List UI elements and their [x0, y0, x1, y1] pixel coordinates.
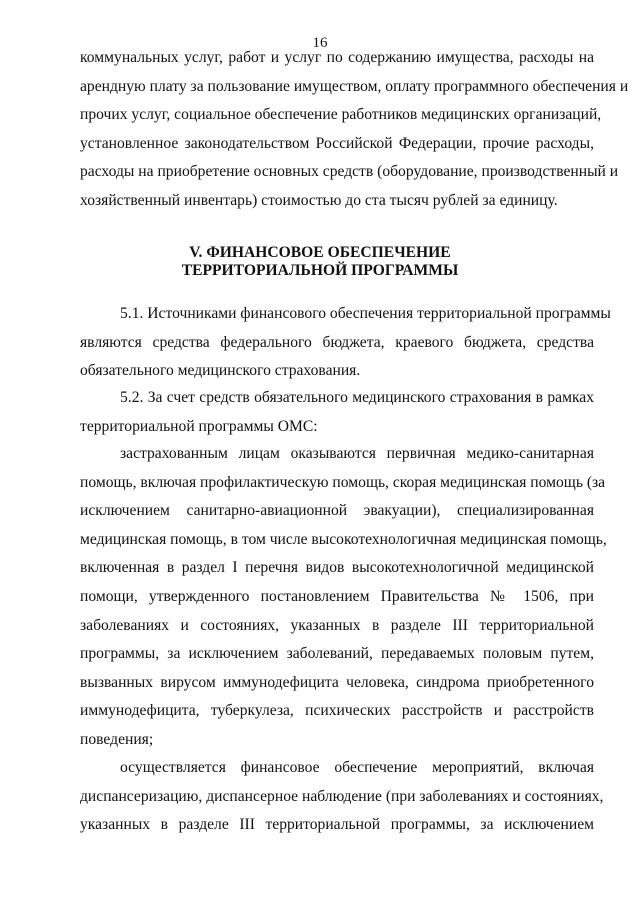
text-line: расходы на приобретение основных средств (оборудование, производственный и: [80, 163, 619, 181]
text-line: коммунальных услуг, работ и услуг по содержанию имущества, расходы на: [80, 49, 594, 66]
text-line: установленное законодательством Российской Федерации, прочие расходы,: [80, 134, 594, 152]
paragraph-insured-persons: [80, 440, 607, 755]
text-line: поведения;: [80, 730, 154, 748]
text-line: диспансеризацию, диспансерное наблюдение (при заболеваниях и состояниях,: [80, 787, 604, 805]
text-line: указанных в разделе III территориальной программы, за исключением: [80, 816, 594, 834]
text-line: 5.2. За счет средств обязательного медицинского страхования в рамках: [120, 389, 594, 406]
paragraph-5-1: [80, 300, 611, 386]
text-line: осуществляется финансовое обеспечение мероприятий, включая: [120, 759, 594, 776]
text-line: территориальной программы ОМС:: [80, 417, 318, 435]
text-line: исключением санитарно-авиационной эвакуации), специализированная: [80, 502, 594, 520]
text-line: иммунодефицита, туберкулеза, психических расстройств и расстройств: [80, 702, 594, 720]
text-line: программы, за исключением заболеваний, передаваемых половым путем,: [80, 645, 594, 663]
paragraph-5-2: [80, 384, 594, 441]
section-heading-line-1: V. ФИНАНСОВОЕ ОБЕСПЕЧЕНИЕ: [189, 244, 451, 261]
text-line: 5.1. Источниками финансового обеспечения территориальной программы: [120, 305, 611, 322]
text-line: заболеваниях и состояниях, указанных в разделе III территориальной: [80, 616, 594, 634]
text-line: арендную плату за пользование имуществом, оплату программного обеспечения и: [80, 77, 629, 95]
paragraph-expenses-continued: [80, 44, 629, 216]
text-line: медицинская помощь, в том числе высокотехнологичная медицинская помощь,: [80, 530, 607, 548]
text-line: помощь, включая профилактическую помощь, скорая медицинская помощь (за: [80, 473, 606, 491]
text-line: обязательного медицинского страхования.: [80, 362, 361, 380]
text-line: прочих услуг, социальное обеспечение работников медицинских организаций,: [80, 106, 602, 124]
text-line: вызванных вирусом иммунодефицита человека, синдрома приобретенного: [80, 673, 594, 691]
text-line: хозяйственный инвентарь) стоимостью до ста тысяч рублей за единицу.: [80, 191, 558, 209]
text-line: являются средства федерального бюджета, краевого бюджета, средства: [80, 333, 594, 351]
text-line: застрахованным лицам оказываются первичная медико-санитарная: [120, 445, 594, 462]
text-line: помощи, утвержденного постановлением Правительства № 1506, при: [80, 587, 594, 605]
section-heading-line-2: ТЕРРИТОРИАЛЬНОЙ ПРОГРАММЫ: [181, 262, 459, 279]
section-heading: [0, 244, 640, 280]
text-line: включенная в раздел I перечня видов высокотехнологичной медицинской: [80, 559, 594, 577]
paragraph-financial-support: [80, 754, 604, 840]
page-number: 16: [312, 35, 328, 51]
